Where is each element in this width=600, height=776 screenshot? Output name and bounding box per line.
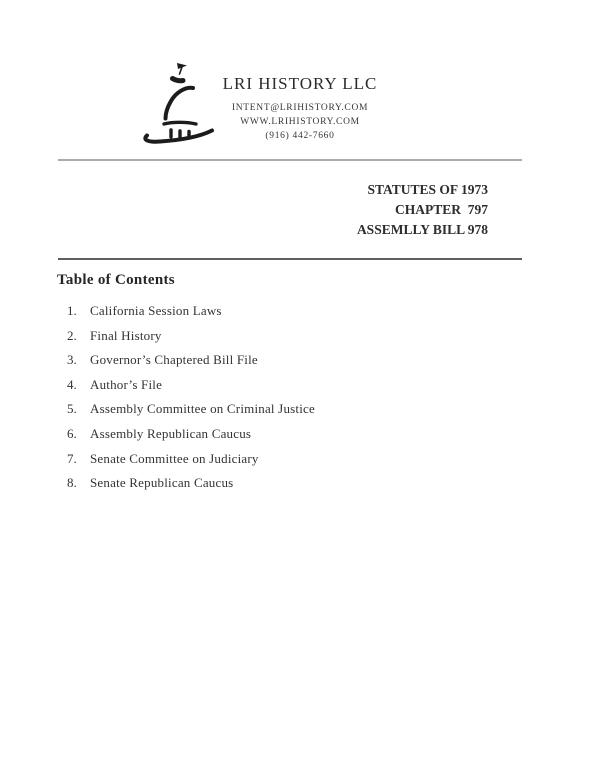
toc-item-label: Senate Republican Caucus: [90, 475, 234, 491]
company-website: WWW.LRIHISTORY.COM: [240, 117, 360, 127]
company-phone: (916) 442-7660: [265, 131, 335, 141]
toc-item-number: 3.: [67, 352, 77, 368]
toc-item-label: Final History: [90, 327, 162, 343]
company-name: LRI HISTORY LLC: [222, 74, 378, 93]
toc-item: [0, 328, 600, 353]
letterhead-text: [0, 74, 600, 143]
toc-item-label: California Session Laws: [90, 303, 222, 318]
toc-item-label: Senate Committee on Judiciary: [90, 450, 259, 466]
toc-item-label: Governor’s Chaptered Bill File: [90, 352, 258, 368]
company-email: INTENT@LRIHISTORY.COM: [231, 103, 369, 113]
toc-item: [0, 451, 600, 476]
assembly-bill-line: ASSEMLLY BILL 978: [356, 222, 488, 237]
toc-item: [0, 401, 600, 426]
toc-item-label: Assembly Republican Caucus: [90, 425, 252, 441]
toc-item-number: 7.: [67, 450, 77, 466]
toc-item: [0, 377, 600, 402]
chapter-line: CHAPTER 797: [394, 202, 488, 217]
toc-title: Table of Contents: [57, 272, 175, 288]
divider-middle: [58, 258, 522, 260]
toc-item-number: 2.: [67, 327, 77, 343]
toc-item-number: 1.: [67, 303, 77, 318]
toc-item: [0, 475, 600, 500]
statutes-line: STATUTES OF 1973: [367, 182, 488, 197]
toc-item-number: 4.: [67, 376, 77, 392]
divider-top: [58, 159, 522, 161]
toc-item-number: 8.: [67, 475, 77, 491]
toc-item: [0, 426, 600, 451]
toc-list: [0, 303, 600, 500]
bill-reference-block: [357, 180, 488, 240]
toc-item: [0, 303, 600, 328]
toc-item-number: 5.: [67, 401, 77, 417]
toc-item: [0, 352, 600, 377]
toc-item-number: 6.: [67, 425, 77, 441]
toc-item-label: Assembly Committee on Criminal Justice: [90, 401, 315, 417]
toc-item-label: Author’s File: [90, 376, 163, 392]
